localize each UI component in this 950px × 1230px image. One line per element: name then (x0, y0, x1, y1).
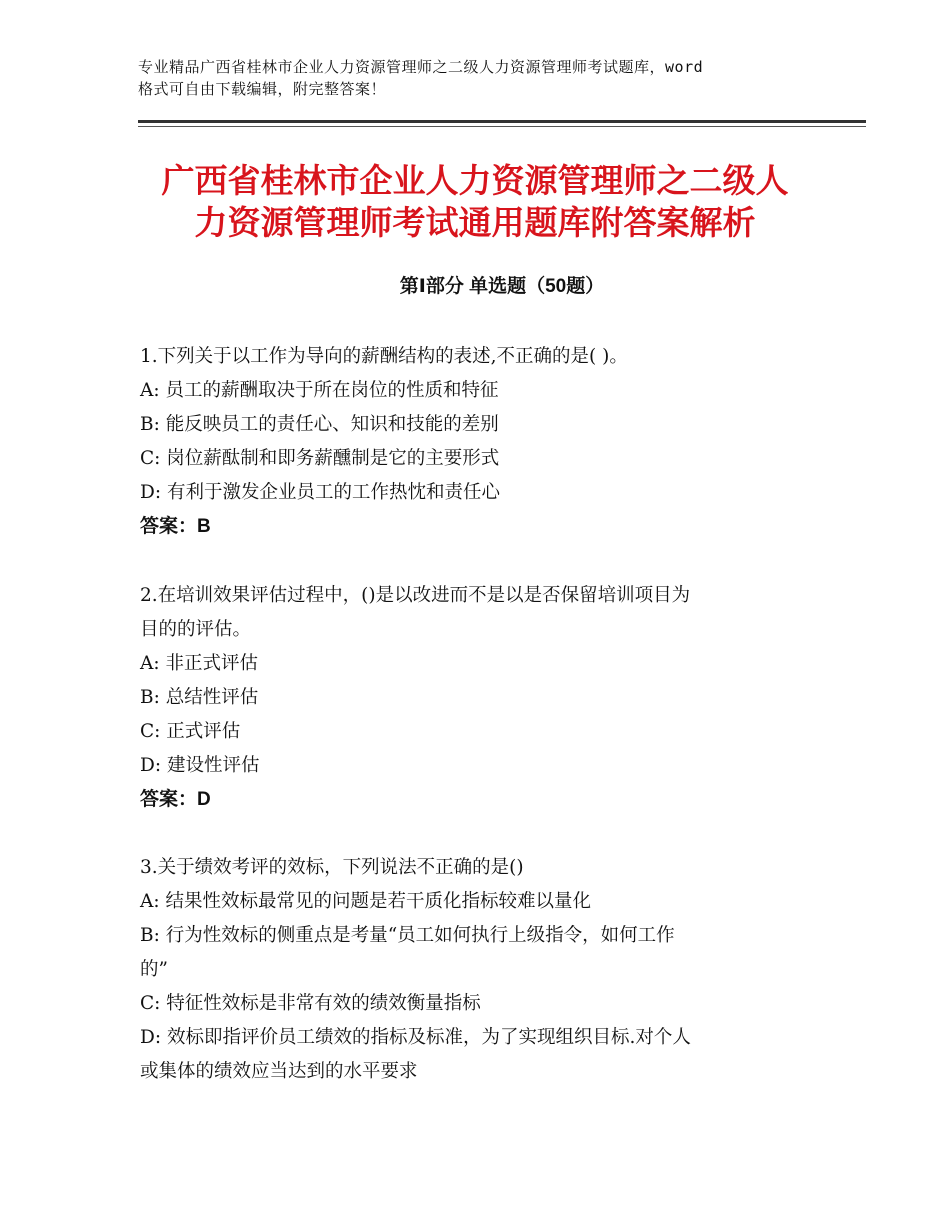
section-heading: 第Ⅰ部分 单选题（50题） (399, 276, 605, 297)
option-d-line-1: D: 效标即指评价员工绩效的指标及标准，为了实现组织目标.对个人 (140, 1027, 691, 1048)
option-a: A: 结果性效标最常见的问题是若干质化指标较难以量化 (140, 891, 591, 912)
option-a: A: 员工的薪酬取决于所在岗位的性质和特征 (140, 380, 499, 401)
header-note-line-1: 专业精品广西省桂林市企业人力资源管理师之二级人力资源管理师考试题库，word (138, 58, 704, 76)
option-c: C: 正式评估 (140, 721, 241, 742)
question-2 (140, 579, 820, 817)
header-divider-thin (138, 126, 866, 127)
option-b-line-1: B: 行为性效标的侧重点是考量“员工如何执行上级指令，如何工作 (140, 925, 675, 946)
option-b: B: 能反映员工的责任心、知识和技能的差别 (140, 414, 499, 435)
document-title-line-1: 广西省桂林市企业人力资源管理师之二级人 (161, 162, 789, 199)
question-stem-line-1: 2.在培训效果评估过程中，()是以改进而不是以是否保留培训项目为 (140, 585, 691, 606)
option-d-line-2: 或集体的绩效应当达到的水平要求 (140, 1061, 418, 1082)
document-title-line-2: 力资源管理师考试通用题库附答案解析 (194, 204, 756, 241)
option-c: C: 岗位薪酞制和即务薪醺制是它的主要形式 (140, 448, 500, 469)
answer-label: 答案：D (140, 789, 211, 810)
option-b-line-2: 的” (140, 959, 168, 980)
question-stem: 1.下列关于以工作为导向的薪酬结构的表述,不正确的是( )。 (140, 346, 628, 367)
option-b: B: 总结性评估 (140, 687, 259, 708)
document-title (80, 160, 870, 244)
header-note (138, 56, 858, 100)
header-note-line-2: 格式可自由下载编辑，附完整答案！ (138, 80, 387, 98)
option-c: C: 特征性效标是非常有效的绩效衡量指标 (140, 993, 481, 1014)
question-1 (140, 340, 820, 544)
option-a: A: 非正式评估 (140, 653, 258, 674)
question-stem: 3.关于绩效考评的效标，下列说法不正确的是() (140, 857, 524, 878)
option-d: D: 建设性评估 (140, 755, 260, 776)
option-d: D: 有利于激发企业员工的工作热忱和责任心 (140, 482, 500, 503)
header-divider-thick (138, 120, 866, 123)
question-3 (140, 851, 820, 1089)
question-stem-line-2: 目的的评估。 (140, 619, 252, 640)
answer-label: 答案：B (140, 516, 211, 537)
